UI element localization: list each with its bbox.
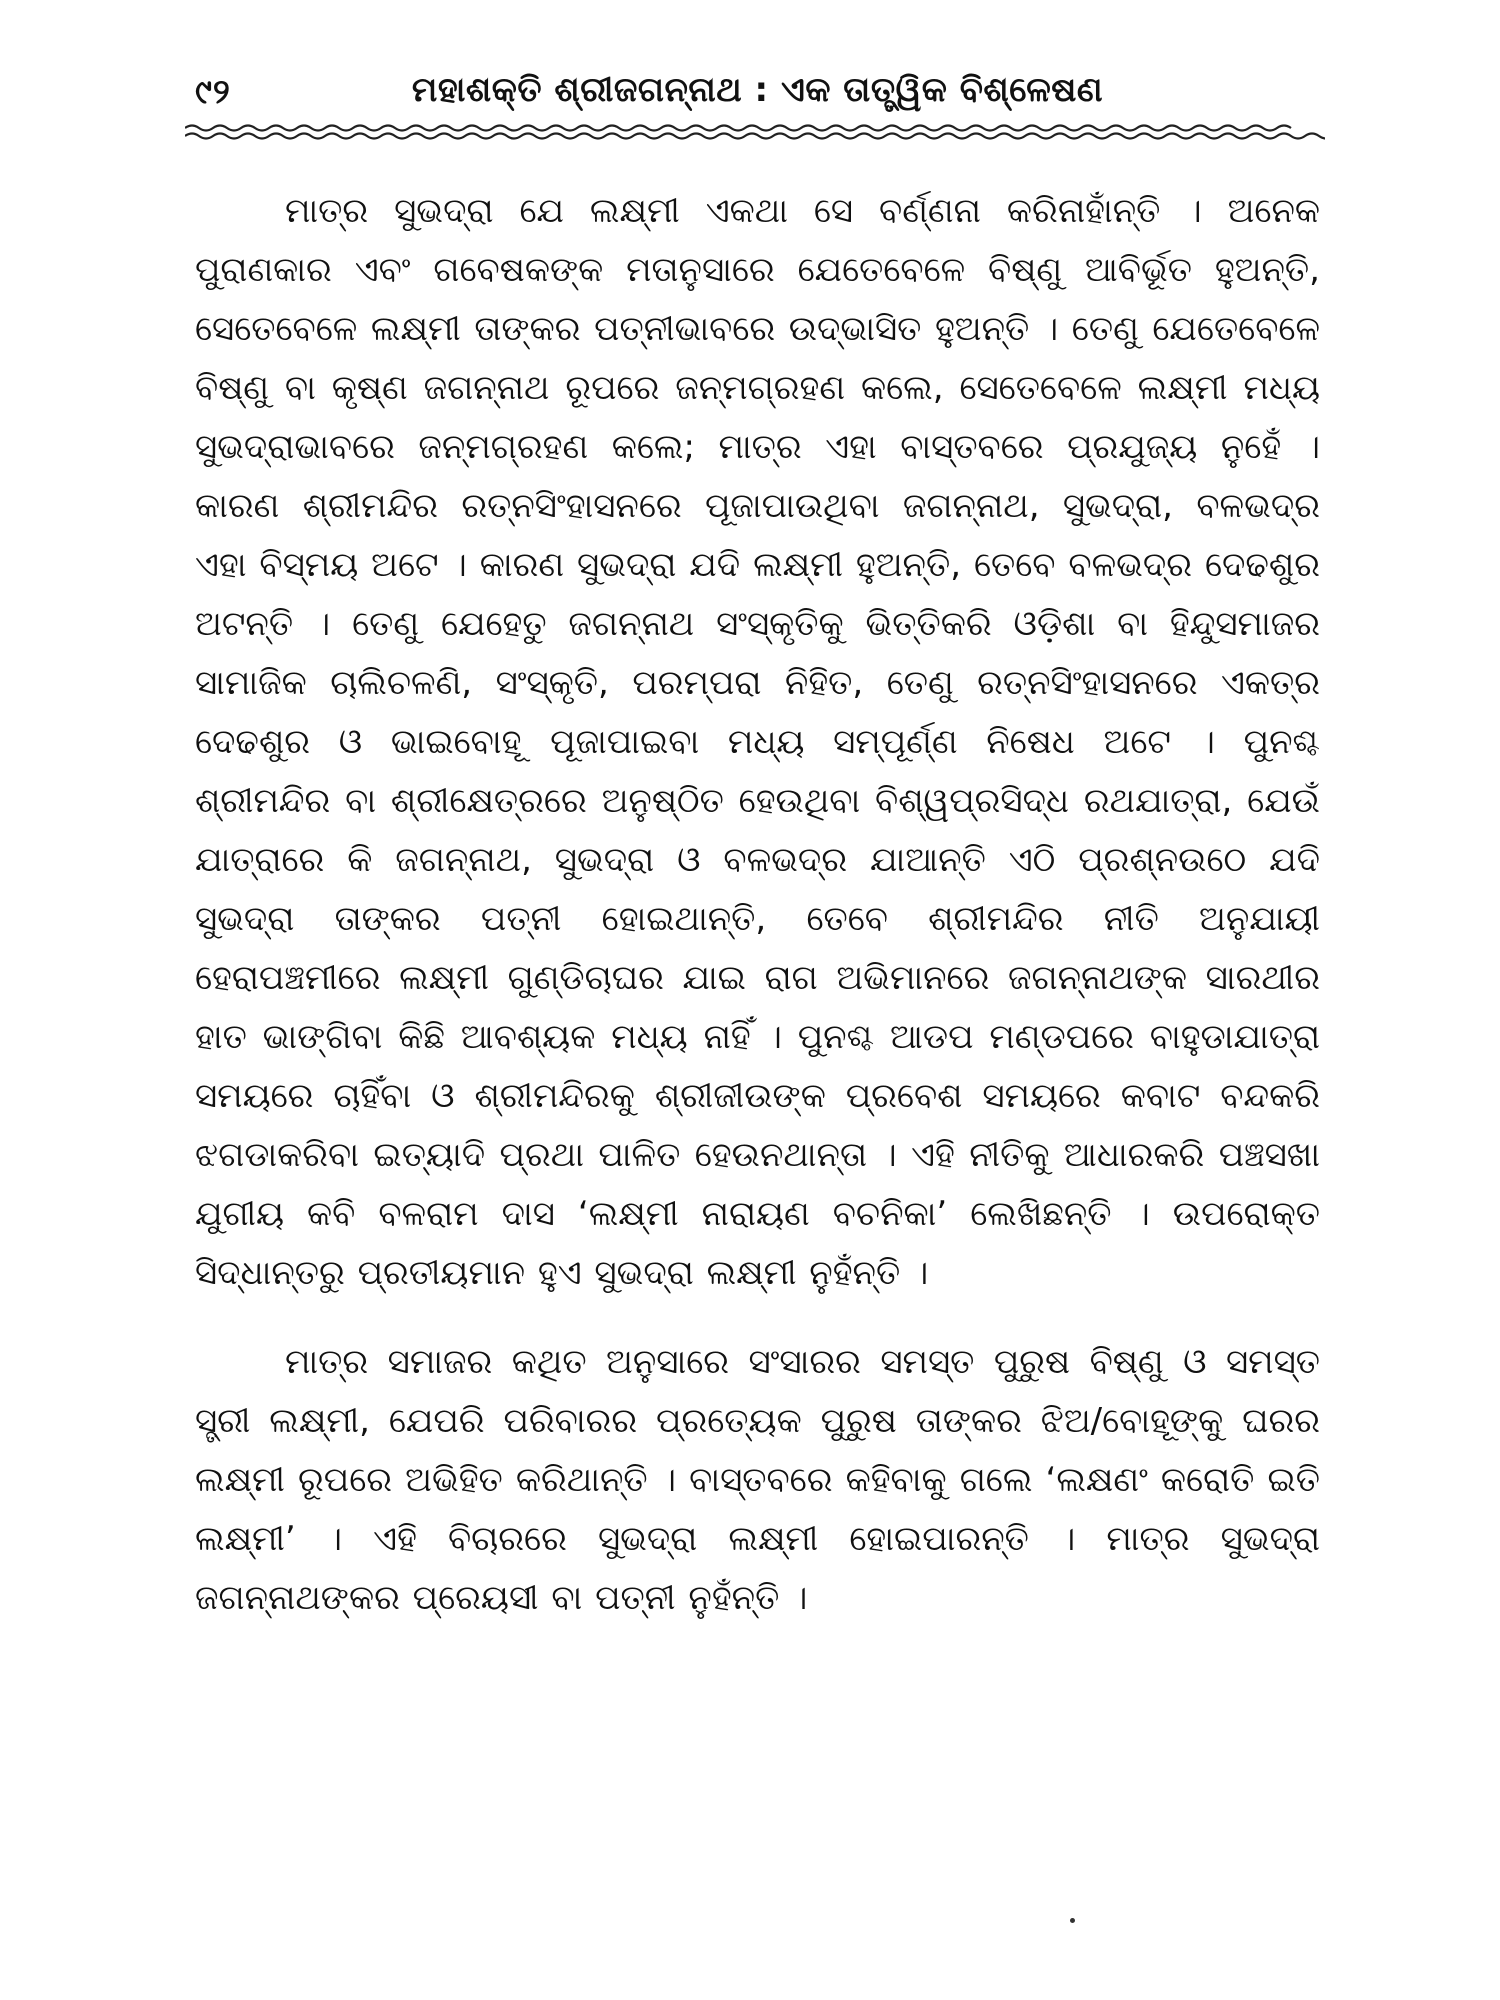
ink-speck — [1070, 1918, 1075, 1923]
paragraph-2: ମାତ୍ର ସମାଜର କଥିତ ଅନୁସାରେ ସଂସାରର ସମସ୍ତ ପୁରୁଷ ବିଷ୍ଣୁ ଓ ସମସ୍ତ ସ୍ତ୍ରୀ ଲକ୍ଷ୍ମୀ, ଯେପରି ପରିବାରର ପ୍ରତ୍ୟେକ ପୁରୁଷ ତାଙ୍କର ଝିଅ/ବୋହୂଙ୍କୁ ଘରର ଲକ୍ଷ୍ମୀ ରୂପରେ ଅଭିହିତ କରିଥାନ୍ତି । ବାସ୍ତବରେ କହିବାକୁ ଗଲେ ‘ଲକ୍ଷଣଂ କରୋତି ଇତି ଲକ୍ଷ୍ମୀ’ । ଏହି ବିଚାରରେ ସୁଭଦ୍ରା ଲକ୍ଷ୍ମୀ ହୋଇପାରନ୍ତି । ମାତ୍ର ସୁଭଦ୍ରା ଜଗନ୍ନାଥଙ୍କର ପ୍ରେୟସୀ ବା ପତ୍ନୀ ନୁହଁନ୍ତି । — [195, 1342, 1320, 1618]
page-header — [195, 60, 1320, 118]
page-number: ୯୨ — [195, 72, 231, 112]
wavy-divider-rule — [185, 122, 1325, 144]
paragraph-1: ମାତ୍ର ସୁଭଦ୍ରା ଯେ ଲକ୍ଷ୍ମୀ ଏକଥା ସେ ବର୍ଣ୍ଣନା କରିନାହାଁନ୍ତି । ଅନେକ ପୁରାଣକାର ଏବଂ ଗବେଷକଙ୍କ ମତାନୁସାରେ ଯେତେବେଳେ ବିଷ୍ଣୁ ଆବିର୍ଭୂତ ହୁଅନ୍ତି, ସେତେବେଳେ ଲକ୍ଷ୍ମୀ ତାଙ୍କର ପତ୍ନୀଭାବରେ ଉଦ୍ଭାସିତ ହୁଅନ୍ତି । ତେଣୁ ଯେତେବେଳେ ବିଷ୍ଣୁ ବା କୃଷ୍ଣ ଜଗନ୍ନାଥ ରୂପରେ ଜନ୍ମଗ୍ରହଣ କଲେ, ସେତେବେଳେ ଲକ୍ଷ୍ମୀ ମଧ୍ୟ ସୁଭଦ୍ରାଭାବରେ ଜନ୍ମଗ୍ରହଣ କଲେ; ମାତ୍ର ଏହା ବାସ୍ତବରେ ପ୍ରଯୁଜ୍ୟ ନୁହେଁ । କାରଣ ଶ୍ରୀମନ୍ଦିର ରତ୍ନସିଂହାସନରେ ପୂଜାପାଉଥିବା ଜଗନ୍ନାଥ, ସୁଭଦ୍ରା, ବଳଭଦ୍ର ଏହା ବିସ୍ମୟ ଅଟେ । କାରଣ ସୁଭଦ୍ରା ଯଦି ଲକ୍ଷ୍ମୀ ହୁଅନ୍ତି, ତେବେ ବଳଭଦ୍ର ଦେଢଶୁର ଅଟନ୍ତି । ତେଣୁ ଯେହେତୁ ଜଗନ୍ନାଥ ସଂସ୍କୃତିକୁ ଭିତ୍ତିକରି ଓଡ଼ିଶା ବା ହିନ୍ଦୁସମାଜର ସାମାଜିକ ଚାଲିଚଳଣି, ସଂସ୍କୃତି, ପରମ୍ପରା ନିହିତ, ତେଣୁ ରତ୍ନସିଂହାସନରେ ଏକତ୍ର ଦେଢଶୁର ଓ ଭାଇବୋହୂ ପୂଜାପାଇବା ମଧ୍ୟ ସମ୍ପୂର୍ଣ୍ଣ ନିଷେଧ ଅଟେ । ପୁନଶ୍ଚ ଶ୍ରୀମନ୍ଦିର ବା ଶ୍ରୀକ୍ଷେତ୍ରରେ ଅନୁଷ୍ଠିତ ହେଉଥିବା ବିଶ୍ୱପ୍ରସିଦ୍ଧ ରଥଯାତ୍ରା, ଯେଉଁ ଯାତ୍ରାରେ କି ଜଗନ୍ନାଥ, ସୁଭଦ୍ରା ଓ ବଳଭଦ୍ର ଯାଆନ୍ତି ଏଠି ପ୍ରଶ୍ନଉଠେ ଯଦି ସୁଭଦ୍ରା ତାଙ୍କର ପତ୍ନୀ ହୋଇଥାନ୍ତି, ତେବେ ଶ୍ରୀମନ୍ଦିର ନୀତି ଅନୁଯାୟୀ ହେରାପଞ୍ଚମୀରେ ଲକ୍ଷ୍ମୀ ଗୁଣ୍ଡିଚାଘର ଯାଇ ରାଗ ଅଭିମାନରେ ଜଗନ୍ନାଥଙ୍କ ସାରଥୀର ହାତ ଭାଙ୍ଗିବା କିଛି ଆବଶ୍ୟକ ମଧ୍ୟ ନାହିଁ । ପୁନଶ୍ଚ ଆଡପ ମଣ୍ଡପରେ ବାହୁଡାଯାତ୍ରା ସମୟରେ ଚାହିଁବା ଓ ଶ୍ରୀମନ୍ଦିରକୁ ଶ୍ରୀଜୀଉଙ୍କ ପ୍ରବେଶ ସମୟରେ କବାଟ ବନ୍ଦକରି ଝଗଡାକରିବା ଇତ୍ୟାଦି ପ୍ରଥା ପାଳିତ ହେଉନଥାନ୍ତା । ଏହି ନୀତିକୁ ଆଧାରକରି ପଞ୍ଚସଖା ଯୁଗୀୟ କବି ବଳରାମ ଦାସ ‘ଲକ୍ଷ୍ମୀ ନାରାୟଣ ବଚନିକା’ ଲେଖିଛନ୍ତି । ଉପରୋକ୍ତ ସିଦ୍ଧାନ୍ତରୁ ପ୍ରତୀୟମାନ ହୁଏ ସୁଭଦ୍ରା ଲକ୍ଷ୍ମୀ ନୁହଁନ୍ତି । — [195, 191, 1320, 1293]
running-title: ମହାଶକ୍ତି ଶ୍ରୀଜଗନ୍ନାଥ : ଏକ ତାତ୍ତ୍ୱିକ ବିଶ୍ଳେଷଣ — [411, 70, 1104, 110]
body-text — [195, 182, 1320, 1628]
